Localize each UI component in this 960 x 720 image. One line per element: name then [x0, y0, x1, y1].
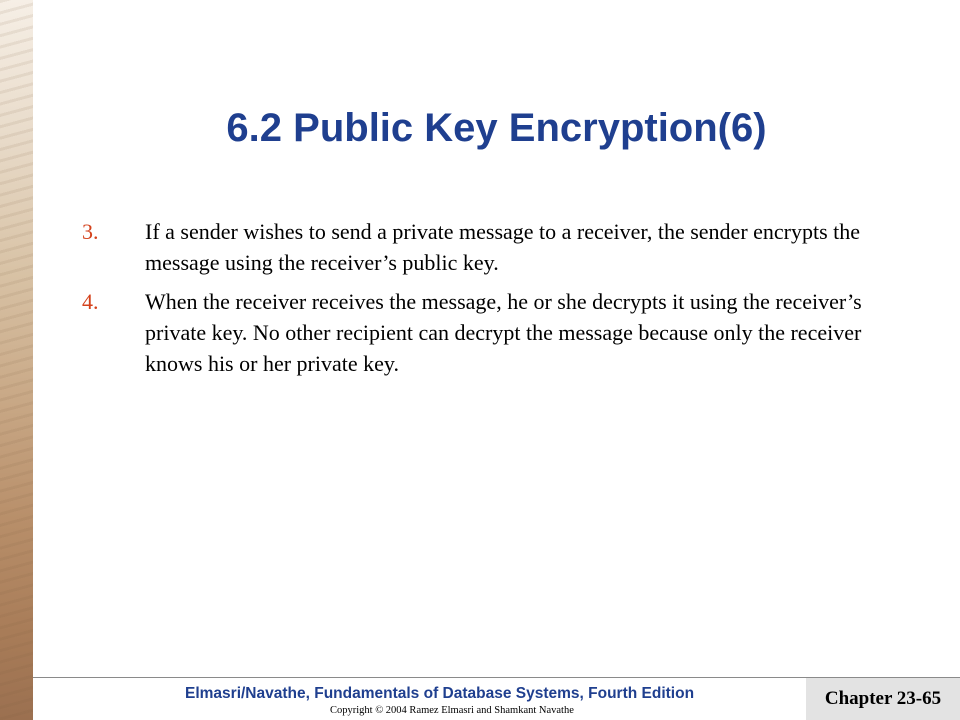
footer-copyright: Copyright © 2004 Ramez Elmasri and Shamkant Navathe [330, 705, 574, 716]
chapter-label: Chapter 23-65 [806, 678, 960, 720]
bullet-text: When the receiver receives the message, he or she decrypts it using the receiver’s private key. No other recipient can decrypt the message because only the receiver knows his or her private key. [145, 289, 862, 376]
bullet-list [82, 216, 882, 387]
slide-title: 6.2 Public Key Encryption(6) [226, 106, 767, 150]
decorative-side-strip [0, 0, 33, 720]
list-item [82, 286, 882, 379]
bullet-number: 3. [82, 219, 99, 244]
list-item [82, 216, 882, 278]
bullet-number: 4. [82, 289, 99, 314]
footer-book-title: Elmasri/Navathe, Fundamentals of Database Systems, Fourth Edition [185, 685, 695, 702]
bullet-text: If a sender wishes to send a private message to a receiver, the sender encrypts the message using the receiver’s public key. [145, 219, 861, 275]
